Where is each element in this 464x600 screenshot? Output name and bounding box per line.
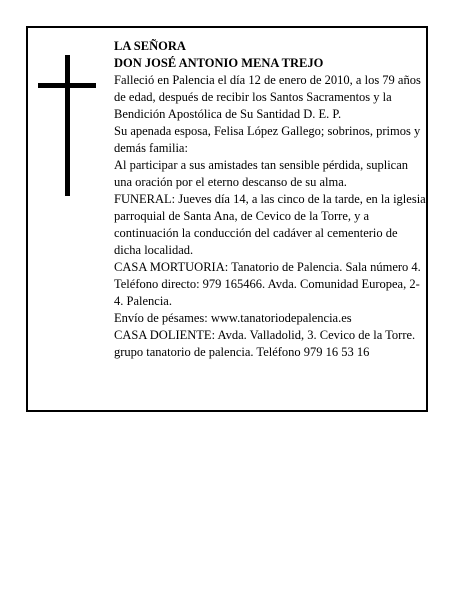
funeral-group-phone: grupo tanatorio de palencia. Teléfono 979 16 53 16 [114,345,370,359]
cross-horizontal-bar [38,83,96,88]
condolences-website: Envío de pésames: www.tanatoriodepalencia.es [114,311,352,325]
funeral-details: FUNERAL: Jueves día 14, a las cinco de la tarde, en la iglesia parroquial de Santa Ana, de Cevico de la Torre, y a continuación la conducción del cadáver al cementerio de dicha localidad. [114,192,426,257]
funeral-home-details: CASA MORTUORIA: Tanatorio de Palencia. Sala número 4. Teléfono directo: 979 165466. Avda. Comunidad Europea, 2-4. Palencia. [114,260,421,308]
family-line: Su apenada esposa, Felisa López Gallego; sobrinos, primos y demás familia: [114,124,421,155]
cross-vertical-bar [65,55,70,196]
obituary-text [114,38,426,361]
deceased-name: DON JOSÉ ANTONIO MENA TREJO [114,56,324,70]
death-announcement: Falleció en Palencia el día 12 de enero de 2010, a los 79 años de edad, después de recibir los Santos Sacramentos y la Bendición Apostólica de Su Santidad D. E. P. [114,73,421,121]
prayer-request: Al participar a sus amistades tan sensible pérdida, suplican una oración por el eterno descanso de su alma. [114,158,409,189]
notice-title-line1: LA SEÑORA [114,39,186,53]
family-home-address: CASA DOLIENTE: Avda. Valladolid, 3. Cevico de la Torre. [114,328,416,342]
